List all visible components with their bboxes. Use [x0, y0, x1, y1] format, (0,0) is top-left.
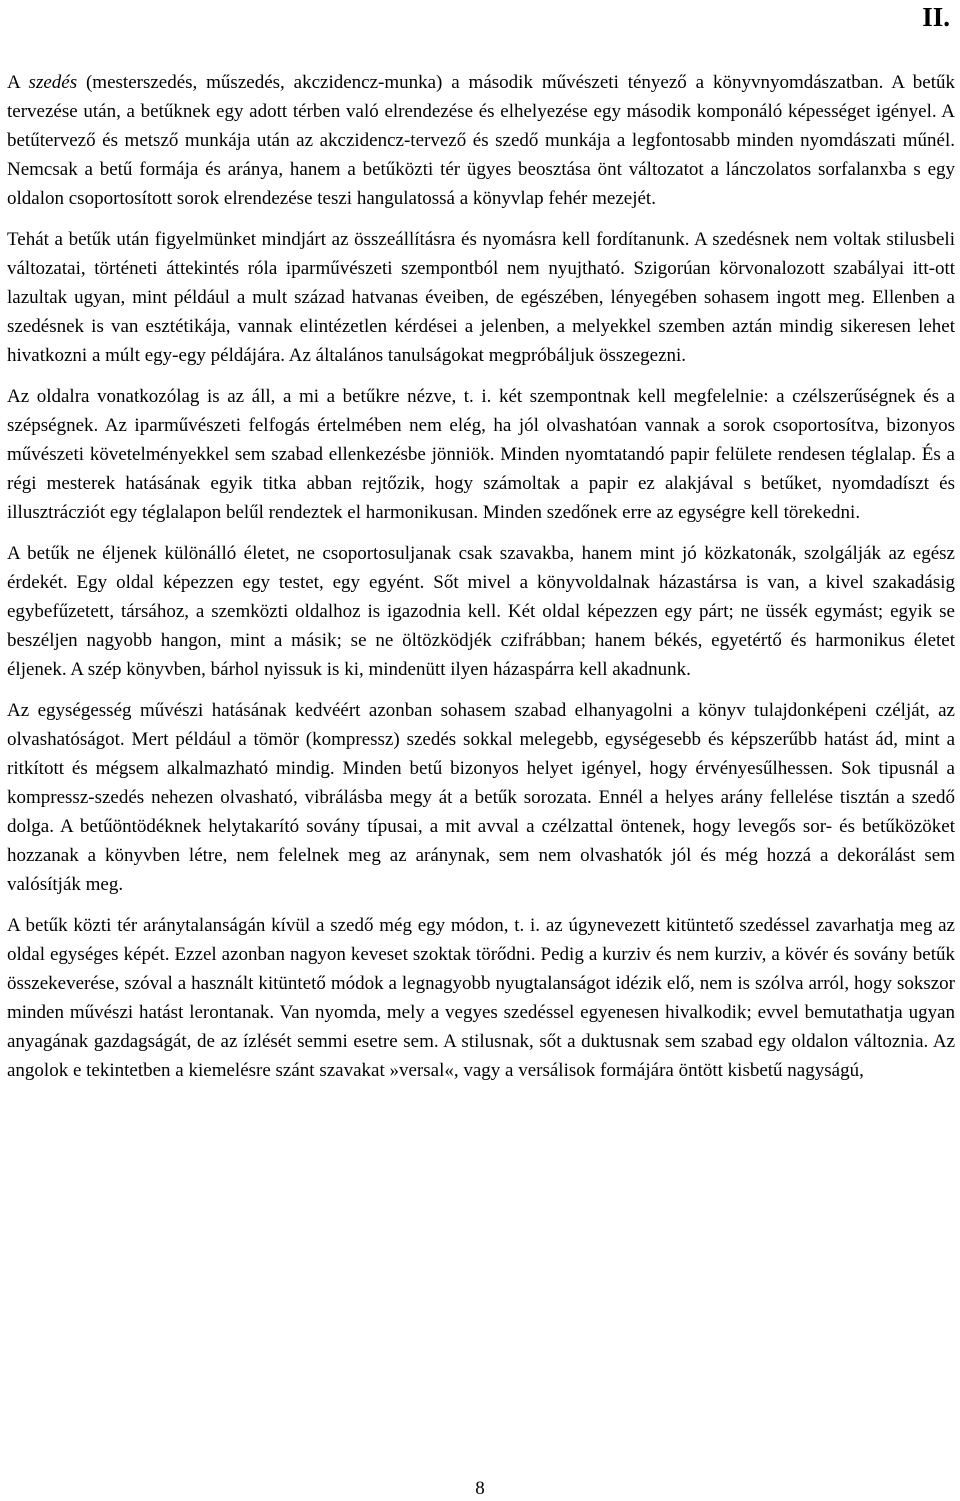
italic-term-szedes: szedés — [28, 72, 78, 93]
paragraph-3: Az oldalra vonatkozólag is az áll, a mi a betűkre nézve, t. i. két szempontnak kell megfelelnie: a czélszerűségnek és a szépségnek. Az iparművészeti felfogás értelmében nem elég, ha jól olvashatóan vannak a sorok csoportosítva, bizonyos művészeti követelményekkel sem szabad ellenkezésbe jönniök. Minden nyomtatandó papir felülete rendesen téglalap. És a régi mesterek hatásának egyik titka abban rejtőzik, hogy számoltak a papir ez alakjával s betűket, nyomdadíszt és illusztrácziót egy téglalapon belűl rendeztek el harmonikusan. Minden szedőnek erre az egységre kell törekedni. — [7, 386, 955, 523]
paragraph-2: Tehát a betűk után figyelmünket mindjárt az összeállításra és nyomásra kell fordítanunk. A szedésnek nem voltak stilusbeli változatai, történeti áttekintés róla iparművészeti szempontból nem nyujtható. Szigorúan körvonalozott szabályai itt-ott lazultak ugyan, mint például a mult század hatvanas éveiben, de egészében, lényegében sohasem ingott meg. Ellenben a szedésnek is van esztétikája, vannak elintézetlen kérdései a jelenben, a melyekkel szemben aztán mindig sikeresen lehet hivatkozni a múlt egy-egy példájára. Az általános tanulságokat megpróbáljuk összegezni. — [7, 229, 955, 366]
body-text — [7, 68, 955, 1097]
paragraph-1-text: (mesterszedés, műszedés, akczidencz-munka) a második művészeti tényező a könyvnyomdászatban. A betűk tervezése után, a betűknek egy adott térben való elrendezése és elhelyezése egy második komponáló képességet igényel. A betűtervező és metsző munkája után az akczidencz-tervező és szedő munkája a legfontosabb minden nyomdászati műnél. Nemcsak a betű formája és aránya, hanem a betűközti tér ügyes beosztása önt változatot a lánczolatos sorfalanxba s egy oldalon csoportosított sorok elrendezése teszi hangulatossá a könyvlap fehér mezejét. — [7, 72, 955, 209]
paragraph-5: Az egységesség művészi hatásának kedvéért azonban sohasem szabad elhanyagolni a könyv tulajdonképeni czélját, az olvashatóságot. Mert például a tömör (kompressz) szedés sokkal melegebb, egységesebb és képszerűbb hatást ád, mint a ritkított és mégsem alkalmazható mindig. Minden betű bizonyos helyet igényel, hogy érvényesűlhessen. Sok tipusnál a kompressz-szedés nehezen olvasható, vibrálásba megy át a betűk sorozata. Ennél a helyes arány fellelése tisztán a szedő dolga. A betűöntödéknek helytakarító sovány típusai, a mit avval a czélzattal öntenek, hogy levegős sor- és betűközöket hozzanak a könyvben létre, nem felelnek meg az aránynak, sem nem olvashatók jól és még hozzá a dekorálást sem valósítják meg. — [7, 700, 955, 895]
paragraph-4: A betűk ne éljenek különálló életet, ne csoportosuljanak csak szavakba, hanem mint jó közkatonák, szolgálják az egész érdekét. Egy oldal képezzen egy testet, egy egyént. Sőt mivel a könyvoldalnak házastársa is van, a kivel szakadásig egybefűzetett, társához, a szemközti oldalhoz is igazodnia kell. Két oldal képezzen egy párt; ne üssék egymást; egyik se beszéljen nagyobb hangon, mint a másik; se ne öltözködjék czifrábban; hanem békés, egyetértő és harmonikus életet éljenek. A szép könyvben, bárhol nyissuk is ki, mindenütt ilyen házaspárra kell akadnunk. — [7, 543, 955, 680]
chapter-heading: II. — [922, 2, 950, 32]
paragraph-6: A betűk közti tér aránytalanságán kívül a szedő még egy módon, t. i. az úgynevezett kitüntető szedéssel zavarhatja meg az oldal egységes képét. Ezzel azonban nagyon keveset szoktak törődni. Pedig a kurziv és nem kurziv, a kövér és sovány betűk összekeverése, szóval a használt kitüntető módok a legnagyobb nyugtalanságot idézik elő, nem is szólva arról, hogy sokszor minden művészi hatást lerontanak. Van nyomda, mely a vegyes szedéssel egyenesen hivalkodik; evvel bemutathatja ugyan anyagának gazdagságát, de az ízlését semmi esetre sem. A stilusnak, sőt a duktusnak sem szabad egy oldalon változnia. Az angolok e tekintetben a kiemelésre szánt szavakat »versal«, vagy a versálisok formájára öntött kisbetű nagyságú, — [7, 915, 955, 1081]
page-number: 8 — [475, 1478, 485, 1499]
paragraph-1 — [7, 68, 955, 213]
paragraph-1-prefix: A — [7, 72, 29, 93]
